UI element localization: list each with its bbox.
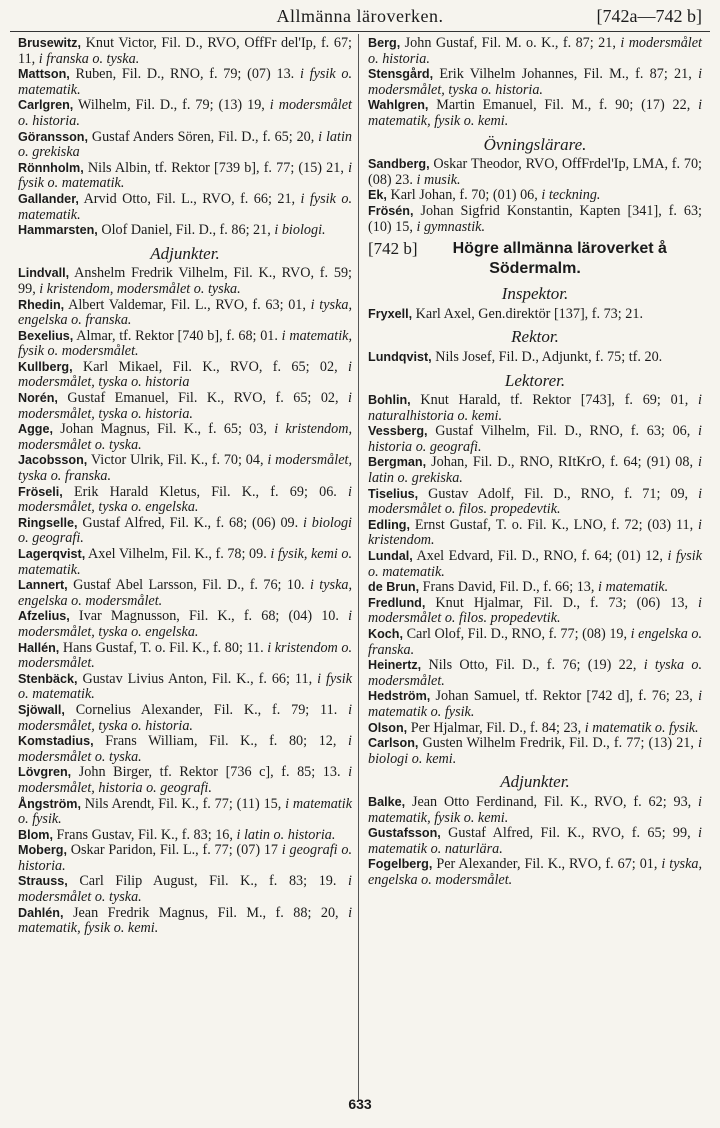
staff-entry <box>18 734 352 765</box>
school-reference: [742 b] <box>368 239 418 259</box>
staff-subjects: i modersmålet, tyska o. historia. <box>18 390 352 422</box>
staff-details: Gustaf Emanuel, Fil. K., RVO, f. 65; 02, <box>67 390 349 407</box>
staff-surname: Lundal, <box>368 549 413 564</box>
staff-details: Olof Daniel, Fil. D., f. 86; 21, <box>101 222 275 239</box>
section-reference: [742a—742 b] <box>596 6 702 26</box>
staff-details: Anshelm Fredrik Vilhelm, Fil. K., RVO, f. 59; 99, <box>18 265 353 297</box>
staff-subjects: i matematik. <box>598 579 669 596</box>
staff-subjects: i fysik, kemi o. matematik. <box>18 546 352 578</box>
staff-details: Gustav Adolf, Fil. D., RNO, f. 71; 09, <box>428 485 699 502</box>
staff-entry <box>18 98 352 129</box>
staff-entry <box>368 67 702 98</box>
staff-entry <box>18 578 352 609</box>
staff-details: Erik Vilhelm Johannes, Fil. M., f. 87; 21, <box>439 66 699 83</box>
staff-entry <box>18 130 352 161</box>
staff-details: Per Hjalmar, Fil. D., f. 84; 23, <box>410 719 585 736</box>
page-number: 633 <box>348 1096 372 1112</box>
staff-surname: Gallander, <box>18 191 79 206</box>
staff-entry <box>18 422 352 453</box>
staff-entry <box>18 360 352 391</box>
section-heading: Lektorer. <box>504 370 566 390</box>
staff-entry <box>368 455 702 486</box>
staff-entry <box>18 906 352 937</box>
section-heading: Rektor. <box>511 327 559 347</box>
staff-surname: Moberg, <box>18 843 67 858</box>
staff-surname: Rönnholm, <box>18 160 84 175</box>
staff-subjects: i matematik o. naturlära. <box>368 825 702 857</box>
staff-surname: Stenbäck, <box>18 671 78 686</box>
staff-entry <box>18 67 352 98</box>
staff-details: Johan Sigfrid Konstantin, Kapten [341], f. 63; (10) 15, <box>368 202 703 235</box>
staff-details: Hans Gustaf, T. o. Fil. K., f. 80; 11. <box>62 639 268 656</box>
staff-entry <box>368 350 702 366</box>
staff-details: Nils Albin, tf. Rektor [739 b], f. 77; (15) 21, <box>87 159 349 176</box>
staff-entry <box>18 641 352 672</box>
staff-details: Johan Magnus, Fil. K., f. 65; 03, <box>60 421 275 438</box>
staff-entry <box>368 307 702 323</box>
staff-subjects: i historia o. geografi. <box>368 423 702 455</box>
staff-entry <box>18 192 352 223</box>
staff-subjects: i matematik, fysik o. kemi. <box>18 904 353 937</box>
staff-entry <box>18 828 352 844</box>
staff-surname: de Brun, <box>368 580 420 595</box>
staff-details: Gustaf Anders Sören, Fil. D., f. 65; 20, <box>91 128 319 145</box>
staff-entry <box>18 223 352 239</box>
staff-subjects: i modersmålet, tyska o. historia. <box>368 66 703 98</box>
staff-subjects: i modersmålet, tyska o. franska. <box>18 452 352 485</box>
staff-entry <box>18 874 352 905</box>
staff-surname: Norén, <box>18 391 58 406</box>
staff-surname: Heinertz, <box>368 658 422 673</box>
staff-details: Arvid Otto, Fil. L., RVO, f. 66; 21, <box>83 190 301 207</box>
staff-surname: Komstadius, <box>18 734 94 749</box>
page-header <box>0 2 720 32</box>
staff-entry <box>18 266 352 297</box>
staff-entry <box>368 721 702 737</box>
staff-details: Nils Otto, Fil. D., f. 76; (19) 22, <box>428 657 644 674</box>
staff-surname: Vessberg, <box>368 424 428 439</box>
staff-details: Martin Emanuel, Fil. M., f. 90; (17) 22, <box>436 97 699 114</box>
staff-details: Victor Ulrik, Fil. K., f. 70; 04, <box>90 452 268 469</box>
header-rule <box>10 31 710 32</box>
staff-surname: Bexelius, <box>18 328 74 343</box>
staff-details: John Birger, tf. Rektor [736 c], f. 85; 13. <box>78 764 349 781</box>
staff-subjects: i naturalhistoria o. kemi. <box>368 392 702 424</box>
staff-subjects: i modersmålet o. tyska. <box>18 733 352 765</box>
staff-surname: Berg, <box>368 36 401 50</box>
staff-details: Gustaf Abel Larsson, Fil. D., f. 76; 10. <box>73 577 310 594</box>
staff-subjects: i fysik o. matematik. <box>18 190 352 223</box>
staff-surname: Hammarsten, <box>18 223 98 238</box>
staff-subjects: i modersmålet, tyska o. historia <box>18 358 352 391</box>
left-column <box>18 36 352 1096</box>
staff-details: Ernst Gustaf, T. o. Fil. K., LNO, f. 72; (03) 11, <box>414 516 699 533</box>
staff-entry <box>368 689 702 720</box>
staff-surname: Edling, <box>368 517 410 532</box>
staff-entry <box>368 658 702 689</box>
staff-details: Gusten Wilhelm Fredrik, Fil. D., f. 77; (13) 21, <box>422 735 699 752</box>
staff-entry <box>18 391 352 422</box>
staff-entry <box>368 826 702 857</box>
staff-entry <box>368 98 702 129</box>
staff-details: Nils Arendt, Fil. K., f. 77; (11) 15, <box>84 795 286 812</box>
staff-details: Oskar Theodor, RVO, OffFrdel'Ip, LMA, f. 70; (08) 23. <box>368 156 702 188</box>
staff-subjects: i gymnastik. <box>416 218 486 235</box>
staff-surname: Lövgren, <box>18 765 72 780</box>
staff-details: Karl Johan, f. 70; (01) 06, <box>390 187 542 204</box>
staff-surname: Mattson, <box>18 67 70 82</box>
staff-surname: Ringselle, <box>18 515 78 530</box>
staff-subjects: i tyska, engelska o. franska. <box>18 296 353 329</box>
staff-entry <box>368 580 702 596</box>
staff-subjects: i latin o. grekiska. <box>368 454 702 487</box>
staff-subjects: i modersmålet o. historia. <box>18 97 352 129</box>
staff-subjects: i biologi o. kemi. <box>368 735 702 767</box>
staff-surname: Stensgård, <box>368 67 434 82</box>
staff-details: Ruben, Fil. D., RNO, f. 79; (07) 13. <box>75 66 300 83</box>
staff-entry <box>18 703 352 734</box>
staff-surname: Blom, <box>18 827 53 842</box>
staff-entry <box>368 36 702 67</box>
staff-subjects: i modersmålet, historia o. geografi. <box>18 764 353 796</box>
staff-surname: Afzelius, <box>18 609 70 624</box>
staff-details: Frans William, Fil. K., f. 80; 12, <box>105 733 349 750</box>
staff-subjects: i matematik o. fysik. <box>18 795 352 828</box>
staff-details: John Gustaf, Fil. M. o. K., f. 87; 21, <box>404 35 621 51</box>
staff-surname: Hedström, <box>368 689 431 704</box>
staff-surname: Lindvall, <box>18 266 70 281</box>
staff-details: Gustav Livius Anton, Fil. K., f. 66; 11, <box>82 670 318 687</box>
staff-surname: Koch, <box>368 627 403 641</box>
school-title: Högre allmänna läroverket å Södermalm. <box>452 240 667 278</box>
staff-surname: Hallén, <box>18 640 60 655</box>
staff-surname: Olson, <box>368 720 408 735</box>
staff-entry <box>18 485 352 516</box>
staff-details: Gustaf Vilhelm, Fil. D., RNO, f. 63; 06, <box>435 423 699 440</box>
staff-surname: Lannert, <box>18 578 68 593</box>
staff-details: Erik Harald Kletus, Fil. K., f. 69; 06. <box>74 483 349 500</box>
staff-entry <box>18 36 352 67</box>
staff-entry <box>368 518 702 549</box>
staff-subjects: i tyska, engelska o. modersmålet. <box>18 577 353 609</box>
staff-details: Johan, Fil. D., RNO, RItKrO, f. 64; (91) 08, <box>431 454 699 471</box>
staff-surname: Fröseli, <box>18 484 63 499</box>
staff-details: Carl Olof, Fil. D., RNO, f. 77; (08) 19, <box>406 626 631 642</box>
section-heading: Övningslärare. <box>483 134 587 154</box>
staff-entry <box>18 843 352 874</box>
staff-details: Gustaf Alfred, Fil. K., RVO, f. 65; 99, <box>448 825 699 842</box>
staff-subjects: i fysik o. matematik. <box>18 159 353 192</box>
staff-surname: Kullberg, <box>18 359 73 374</box>
staff-details: Axel Vilhelm, Fil. K., f. 78; 09. <box>87 546 271 562</box>
staff-entry <box>18 765 352 796</box>
staff-subjects: i matematik, fysik o. modersmålet. <box>18 327 352 360</box>
staff-entry <box>368 627 702 658</box>
staff-surname: Wahlgren, <box>368 98 429 113</box>
staff-subjects: i engelska o. franska. <box>368 626 703 658</box>
staff-surname: Ek, <box>368 188 387 203</box>
staff-surname: Ångström, <box>18 796 81 811</box>
staff-details: Jean Fredrik Magnus, Fil. M., f. 88; 20, <box>72 904 349 921</box>
staff-details: Ivar Magnusson, Fil. K., f. 68; (04) 10. <box>78 608 349 625</box>
staff-details: Jean Otto Ferdinand, Fil. K., RVO, f. 62; 93, <box>411 793 699 810</box>
staff-subjects: i musik. <box>416 171 461 188</box>
staff-surname: Strauss, <box>18 874 68 889</box>
staff-subjects: i latin o. grekiska <box>18 128 352 161</box>
staff-surname: Bohlin, <box>368 393 411 408</box>
staff-entry <box>368 424 702 455</box>
staff-entry <box>18 516 352 547</box>
staff-details: Johan Samuel, tf. Rektor [742 d], f. 76; 23, <box>435 688 699 705</box>
staff-details: Almar, tf. Rektor [740 b], f. 68; 01. <box>76 327 282 344</box>
staff-entry <box>368 157 702 188</box>
staff-surname: Bergman, <box>368 455 427 470</box>
staff-details: Per Alexander, Fil. K., RVO, f. 67; 01, <box>436 856 662 873</box>
staff-entry <box>18 672 352 703</box>
column-divider <box>358 34 359 1100</box>
staff-subjects: i biologi. <box>274 222 326 239</box>
staff-details: Knut Hjalmar, Fil. D., f. 73; (06) 13, <box>435 594 699 611</box>
staff-subjects: i kristendom o. modersmålet. <box>18 639 352 672</box>
school-heading <box>368 239 702 279</box>
staff-surname: Dahlén, <box>18 905 64 920</box>
staff-details: Albert Valdemar, Fil. L., RVO, f. 63; 01, <box>68 296 311 313</box>
staff-details: Carl Filip August, Fil. K., f. 83; 19. <box>79 873 349 890</box>
staff-subjects: i geografi o. historia. <box>18 842 352 874</box>
staff-entry <box>368 549 702 580</box>
staff-subjects: i tyska o. modersmålet. <box>368 657 703 689</box>
staff-subjects: i modersmålet o. tyska. <box>18 873 352 906</box>
staff-entry <box>368 204 702 235</box>
staff-details: Oskar Paridon, Fil. L., f. 77; (07) 17 <box>70 842 282 859</box>
staff-subjects: i fysik o. matematik. <box>368 548 702 580</box>
staff-entry <box>368 487 702 518</box>
staff-subjects: i modersmålet o. historia. <box>368 35 702 67</box>
staff-details: Karl Axel, Gen.direktör [137], f. 73; 21. <box>415 305 643 322</box>
staff-subjects: i matematik, fysik o. kemi. <box>368 793 702 826</box>
staff-surname: Gustafsson, <box>368 826 441 841</box>
staff-entry <box>18 609 352 640</box>
staff-surname: Jacobsson, <box>18 453 88 468</box>
staff-surname: Fogelberg, <box>368 857 433 872</box>
staff-subjects: i modersmålet, tyska o. historia. <box>18 701 353 734</box>
staff-subjects: i teckning. <box>541 187 601 204</box>
staff-surname: Agge, <box>18 422 53 437</box>
staff-subjects: i modersmålet o. filos. propedevtik. <box>368 485 703 518</box>
staff-details: Wilhelm, Fil. D., f. 79; (13) 19, <box>78 97 270 114</box>
staff-surname: Fredlund, <box>368 595 426 610</box>
staff-subjects: i matematik o. fysik. <box>584 719 699 736</box>
staff-subjects: i biologi o. geografi. <box>18 514 353 547</box>
staff-details: Gustaf Alfred, Fil. K., f. 68; (06) 09. <box>82 514 304 531</box>
staff-entry <box>18 453 352 484</box>
section-heading: Adjunkter. <box>150 243 220 263</box>
staff-surname: Carlgren, <box>18 98 74 113</box>
staff-surname: Balke, <box>368 794 406 809</box>
staff-surname: Sjöwall, <box>18 702 65 717</box>
staff-entry <box>18 161 352 192</box>
right-column <box>368 36 702 1096</box>
staff-subjects: i modersmålet o. filos. propedevtik. <box>368 594 702 627</box>
staff-subjects: i matematik, fysik o. kemi. <box>368 97 703 129</box>
running-title: Allmänna läroverken. <box>276 6 444 26</box>
staff-subjects: i kristendom, modersmålet o. tyska. <box>18 421 353 453</box>
staff-details: Cornelius Alexander, Fil. K., f. 79; 11. <box>75 701 349 718</box>
staff-subjects: i fysik o. matematik. <box>18 670 353 703</box>
staff-entry <box>368 188 702 204</box>
staff-entry <box>18 329 352 360</box>
staff-surname: Sandberg, <box>368 157 430 172</box>
staff-details: Frans Gustav, Fil. K., f. 83; 16, <box>56 826 237 843</box>
section-heading: Inspektor. <box>501 284 569 304</box>
staff-surname: Carlson, <box>368 736 419 751</box>
staff-subjects: i tyska, engelska o. modersmålet. <box>368 856 703 888</box>
staff-entry <box>368 393 702 424</box>
staff-surname: Göransson, <box>18 129 88 144</box>
staff-entry <box>368 736 702 767</box>
staff-surname: Brusewitz, <box>18 36 81 50</box>
staff-entry <box>368 795 702 826</box>
staff-surname: Lundqvist, <box>368 349 432 364</box>
staff-entry <box>368 596 702 627</box>
section-heading: Adjunkter. <box>500 772 570 792</box>
staff-entry <box>368 857 702 888</box>
staff-subjects: i franska o. tyska. <box>38 50 140 67</box>
staff-surname: Rhedin, <box>18 297 65 312</box>
staff-surname: Tiselius, <box>368 486 419 501</box>
staff-subjects: i latin o. historia. <box>236 826 336 843</box>
staff-entry <box>18 298 352 329</box>
staff-details: Karl Mikael, Fil. K., RVO, f. 65; 02, <box>82 358 349 375</box>
staff-details: Frans David, Fil. D., f. 66; 13, <box>422 579 598 596</box>
staff-subjects: i modersmålet, tyska o. engelska. <box>18 608 353 640</box>
staff-entry <box>18 797 352 828</box>
staff-details: Knut Harald, tf. Rektor [743], f. 69; 01, <box>420 392 699 409</box>
staff-details: Axel Edvard, Fil. D., RNO, f. 64; (01) 12, <box>416 548 668 565</box>
staff-surname: Lagerqvist, <box>18 547 86 561</box>
staff-subjects: i kristendom. <box>368 516 702 549</box>
staff-subjects: i kristendom, modersmålet o. tyska. <box>39 280 241 297</box>
staff-surname: Frösén, <box>368 203 414 218</box>
staff-entry <box>18 547 352 578</box>
staff-subjects: i modersmålet, tyska o. engelska. <box>18 483 352 516</box>
staff-subjects: i matematik o. fysik. <box>368 688 703 720</box>
staff-details: Nils Josef, Fil. D., Adjunkt, f. 75; tf. 20. <box>435 348 663 365</box>
staff-subjects: i fysik o. matematik. <box>18 66 353 98</box>
staff-details: Knut Victor, Fil. D., RVO, OffFr del'Ip, f. 67; 11, <box>18 35 353 67</box>
staff-surname: Fryxell, <box>368 306 413 321</box>
